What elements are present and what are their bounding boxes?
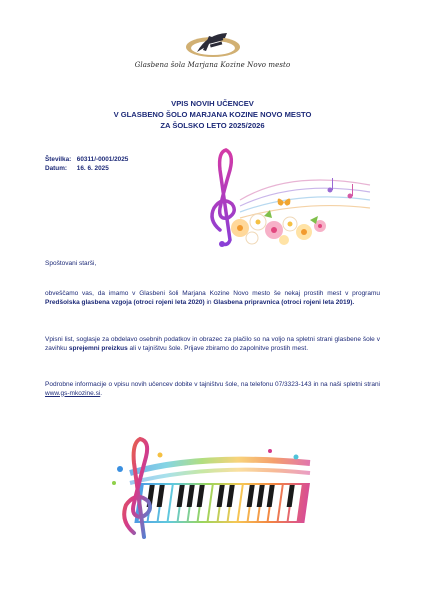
p1-text-c: in xyxy=(204,298,214,306)
document-date xyxy=(45,165,128,174)
p2-entrance-exam: sprejemni preizkus xyxy=(68,344,128,352)
letter-paragraph-3 xyxy=(45,381,380,398)
treble-clef-flowers-icon xyxy=(180,140,380,250)
school-website-link[interactable]: www.gs-mkozine.si xyxy=(45,389,101,397)
piano-clef-image xyxy=(100,433,320,548)
document-meta xyxy=(45,156,128,173)
title-line-1: VPIS NOVIH UČENCEV xyxy=(171,99,254,108)
letter-paragraph-2 xyxy=(45,336,380,353)
p2-text-a: Vpisni list, soglasje za obdelavo osebnih podatkov in obrazec za plačilo so na voljo na spletni strani glasbene šole v zavihku xyxy=(45,336,380,352)
p2-text-c: ali v tajništvu šole. Prijave zbiramo do zapolnitve prostih mest. xyxy=(127,344,309,352)
p1-program-preparatory: Glasbena pripravnica (otroci rojeni leta 2019). xyxy=(213,298,355,306)
letter-greeting: Spoštovani starši, xyxy=(45,260,97,267)
document-title xyxy=(0,98,425,131)
p3-text-c: . xyxy=(100,389,103,397)
title-line-2: V GLASBENO ŠOLO MARJANA KOZINE NOVO MESTO xyxy=(113,110,312,119)
p1-program-preschool: Predšolska glasbena vzgoja (otroci rojeni leta 2020) xyxy=(45,298,205,306)
school-logo xyxy=(0,30,425,69)
letter-paragraph-1 xyxy=(45,290,380,307)
document-date-value: 16. 6. 2025 xyxy=(76,164,109,172)
document-date-label: Datum: xyxy=(45,164,68,172)
document-number-value: 60311/-0001/2025 xyxy=(76,156,129,163)
document-number xyxy=(45,156,128,165)
p3-text-a: Podrobne informacije o vpisu novih učencev dobite v tajništvu šole, na telefonu 07/3323-143 in na naši spletni strani xyxy=(45,381,380,388)
treble-clef-flowers-image xyxy=(180,140,380,255)
p1-text-a: obveščamo vas, da imamo v Glasbeni šoli Marjana Kozine Novo mesto še nekaj prostih mest v programu xyxy=(45,290,380,297)
school-logo-icon xyxy=(183,30,243,60)
school-logo-text: Glasbena šola Marjana Kozine Novo mesto xyxy=(134,61,291,69)
document-number-label: Številka: xyxy=(45,156,72,163)
title-line-3: ZA ŠOLSKO LETO 2025/2026 xyxy=(160,121,265,130)
piano-clef-icon xyxy=(100,433,320,543)
